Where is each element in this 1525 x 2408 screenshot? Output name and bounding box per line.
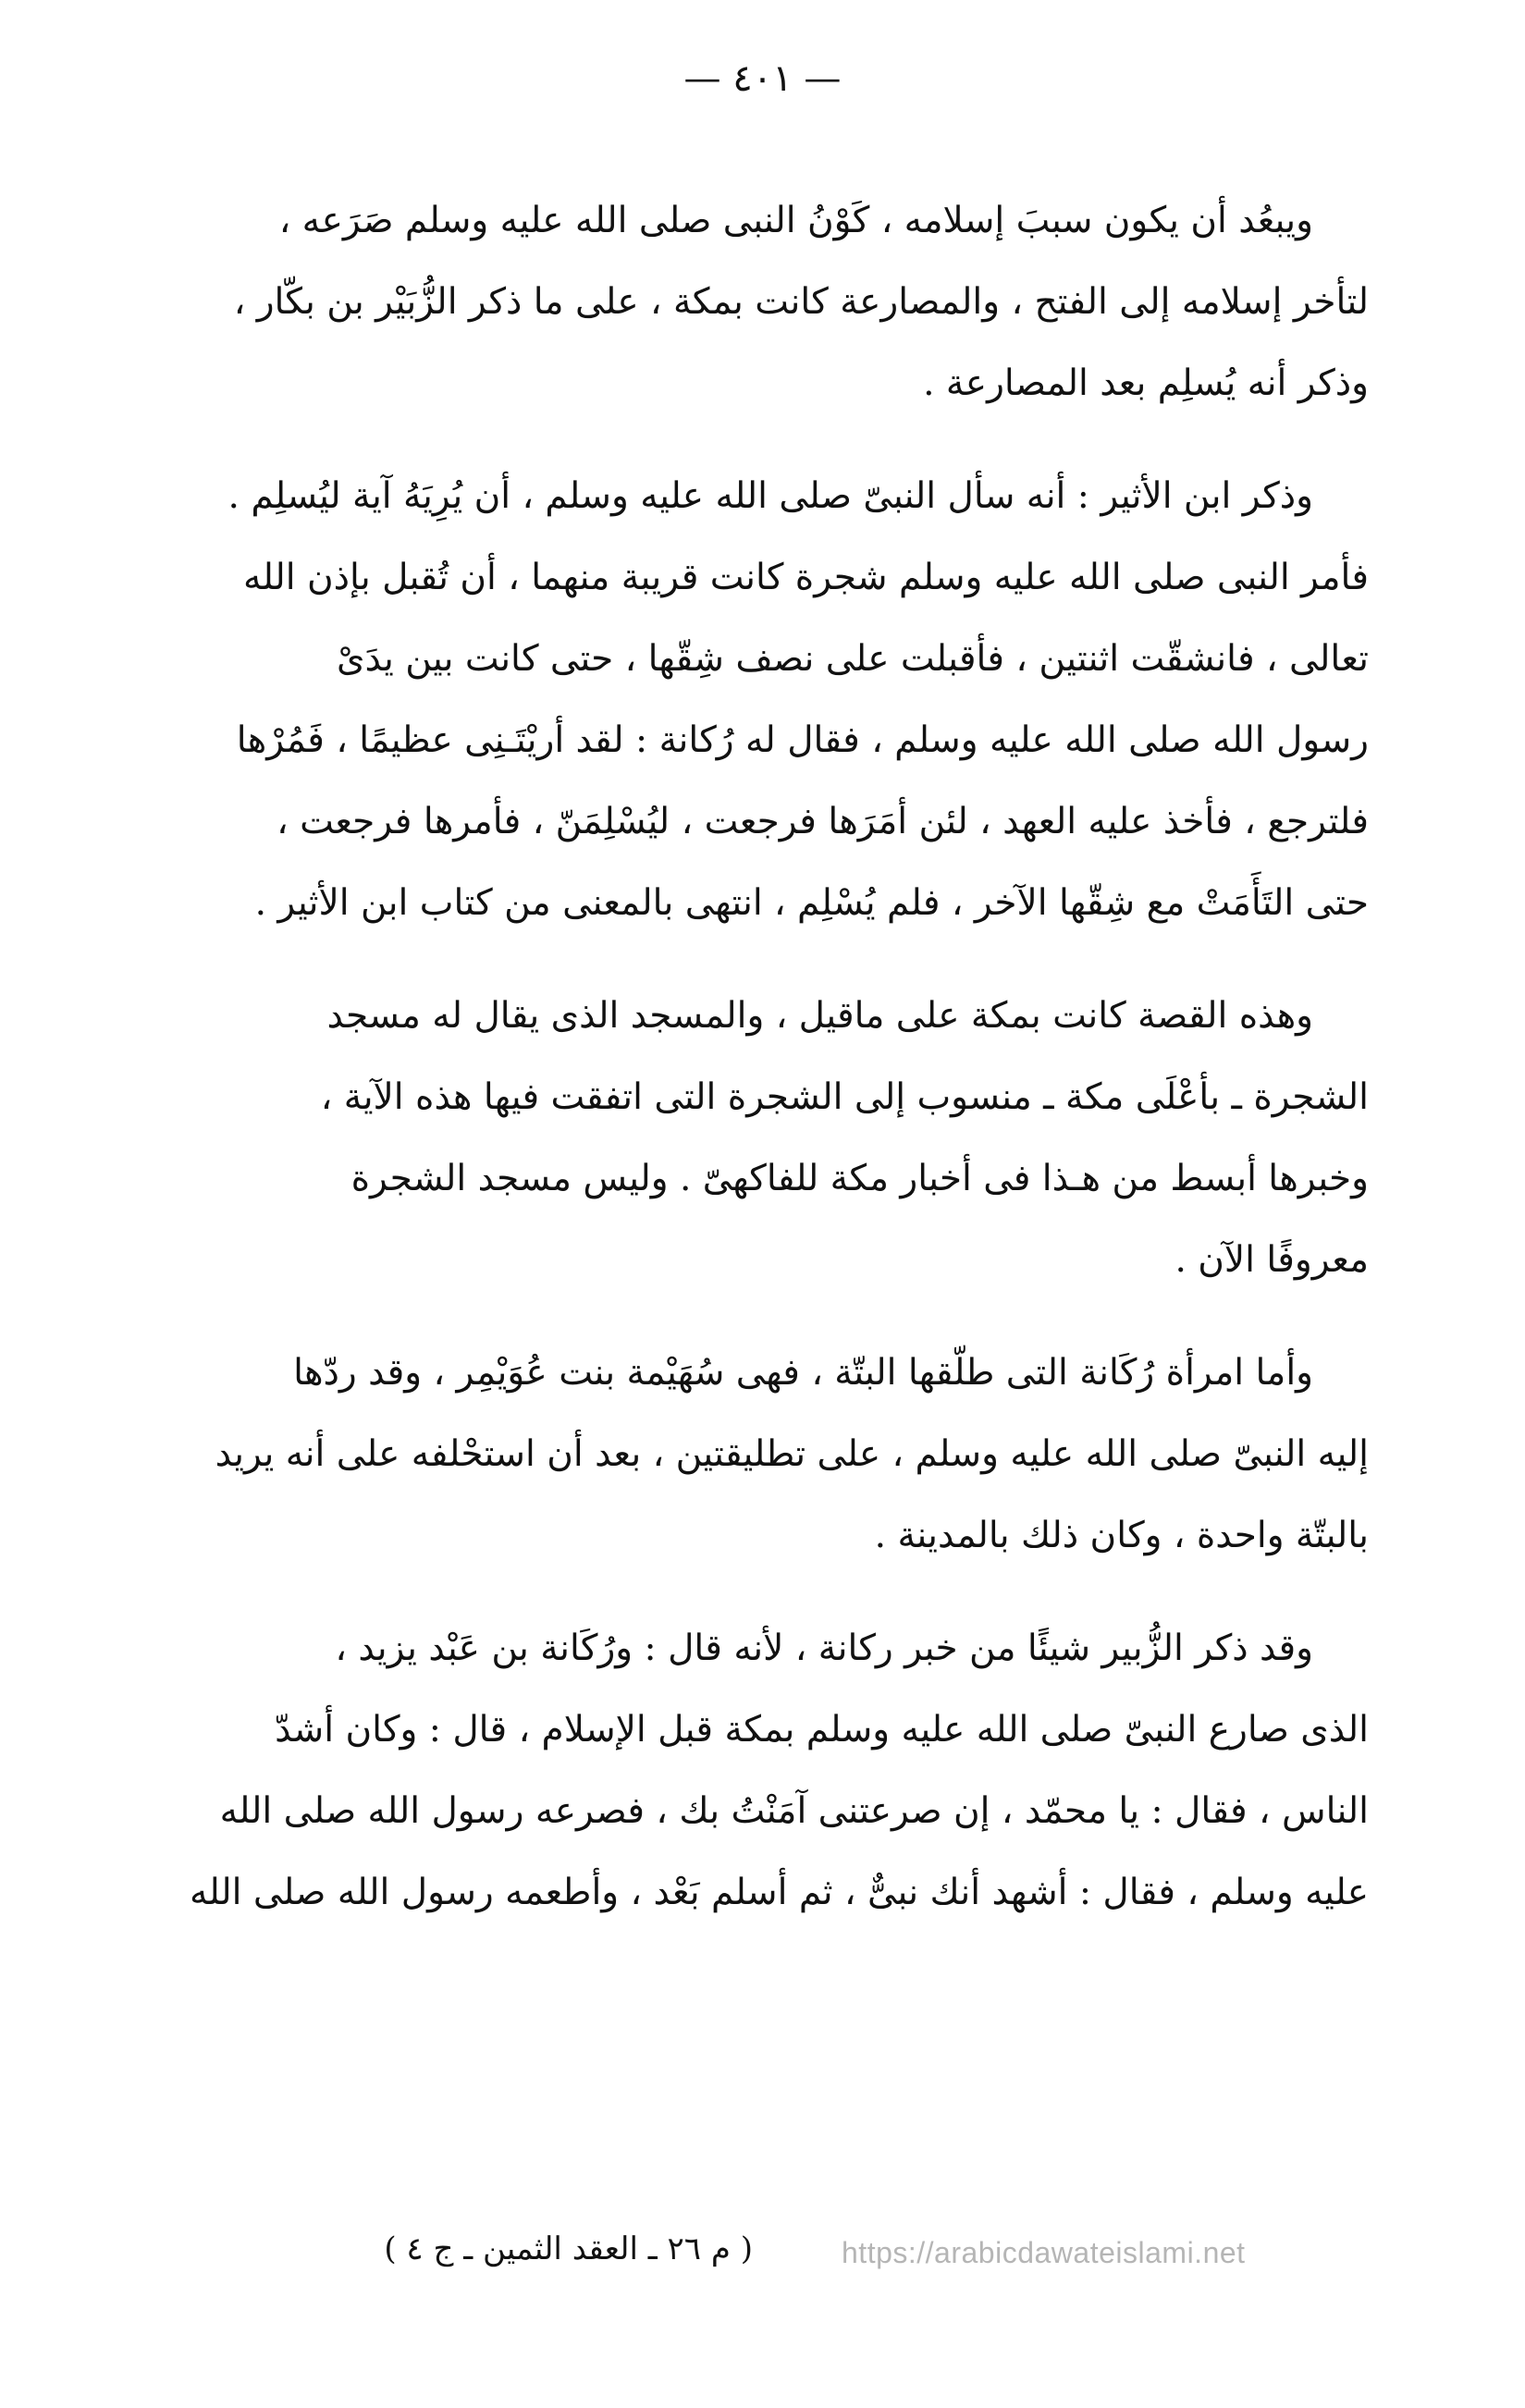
paragraph-1 (190, 180, 1369, 424)
text-line: وهذه القصة كانت بمكة على ماقيل ، والمسجد الذى يقال له مسجد (326, 995, 1313, 1037)
text-line: ويبعُد أن يكون سببَ إسلامه ، كَوْنُ النبى صلى الله عليه وسلم صَرَعه ، (278, 200, 1313, 241)
text-line: تعالى ، فانشقّت اثنتين ، فأقبلت على نصف شِقّها ، حتى كانت بين يدَىْ (336, 638, 1369, 680)
text-line: عليه وسلم ، فقال : أشهد أنك نبىٌّ ، ثم أسلم بَعْد ، وأطعمه رسول الله صلى الله (190, 1872, 1369, 1913)
text-line: فلترجع ، فأخذ عليه العهد ، لئن أمَرَها فرجعت ، ليُسْلِمَنّ ، فأمرها فرجعت ، (277, 801, 1369, 842)
text-line: وخبرها أبسط من هـذا فى أخبار مكة للفاكهىّ . وليس مسجد الشجرة (351, 1158, 1369, 1199)
text-line: لتأخر إسلامه إلى الفتح ، والمصارعة كانت بمكة ، على ما ذكر الزُّبَيْر بن بكّار ، (233, 281, 1369, 323)
page-footer (0, 2230, 1525, 2286)
paragraph-4 (190, 1333, 1369, 1577)
text-line: حتى التَأَمَتْ مع شِقّها الآخر ، فلم يُسْلِم ، انتهى بالمعنى من كتاب ابن الأثير . (254, 882, 1369, 924)
text-line: وقد ذكر الزُّبير شيئًا من خبر ركانة ، لأنه قال : ورُكَانة بن عَبْد يزيد ، (335, 1628, 1313, 1669)
footer-signature: ( م ٢٦ ـ العقد الثمين ـ ج ٤ ) (384, 2230, 753, 2267)
text-line: رسول الله صلى الله عليه وسلم ، فقال له رُكانة : لقد أريْتَـنِى عظيمًا ، فَمُرْها (236, 719, 1369, 761)
text-line: الشجرة ـ بأعْلَى مكة ـ منسوب إلى الشجرة التى اتفقت فيها هذه الآية ، (320, 1076, 1369, 1118)
text-line: الناس ، فقال : يا محمّد ، إن صرعتنى آمَنْتُ بك ، فصرعه رسول الله صلى الله (219, 1790, 1369, 1832)
body-text (190, 180, 1369, 1965)
paragraph-3 (190, 976, 1369, 1301)
paragraph-5 (190, 1608, 1369, 1934)
text-line: وذكر ابن الأثير : أنه سأل النبىّ صلى الله عليه وسلم ، أن يُرِيَهُ آية ليُسلِم . (228, 475, 1313, 517)
text-line: إليه النبىّ صلى الله عليه وسلم ، على تطليقتين ، بعد أن استحْلفه على أنه يريد (215, 1433, 1369, 1475)
text-line: فأمر النبى صلى الله عليه وسلم شجرة كانت قريبة منهما ، أن تُقبل بإذن الله (243, 557, 1369, 598)
text-line: وذكر أنه يُسلِم بعد المصارعة . (923, 362, 1369, 404)
text-line: بالبتّة واحدة ، وكان ذلك بالمدينة . (874, 1515, 1369, 1556)
text-line: معروفًا الآن . (1174, 1239, 1369, 1281)
page-number: — ٤٠١ — (683, 57, 842, 100)
paragraph-2 (190, 456, 1369, 944)
watermark: https://arabicdawateislami.net (842, 2236, 1246, 2269)
text-line: الذى صارع النبىّ صلى الله عليه وسلم بمكة قبل الإسلام ، قال : وكان أشدّ (275, 1709, 1369, 1751)
text-line: وأما امرأة رُكَانة التى طلّقها البتّة ، فهى سُهَيْمة بنت عُوَيْمِر ، وقد ردّها (293, 1352, 1313, 1394)
